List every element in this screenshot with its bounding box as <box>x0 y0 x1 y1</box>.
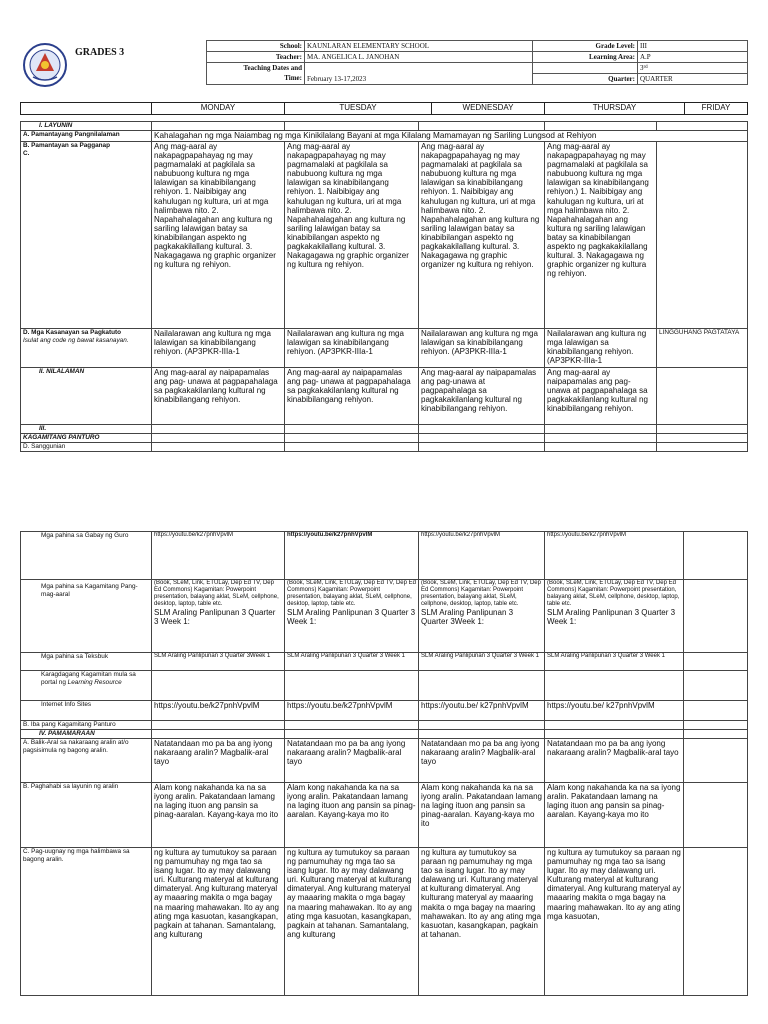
cell <box>285 443 419 452</box>
cell <box>152 671 285 701</box>
materials-list: (Book, SLeM, Link, ETULay, Dep Ed TV, Dep Ed Commons) Kagamitan: Powerpoint presentation, balayang aklat, SLeM, cellphone, desktop, laptop, table etc. <box>421 580 541 607</box>
iii-label: III. <box>21 425 152 434</box>
cell <box>545 434 657 443</box>
balik-aral-thursday: Natatandaan mo pa ba ang iyong nakaraang aralin? Magbalik-aral tayo <box>545 739 684 783</box>
cell <box>152 443 285 452</box>
dates-label-line1: Teaching Dates and <box>243 64 302 72</box>
cell <box>545 671 684 701</box>
nilalaman-thursday: Ang mag-aaral ay naipapamalas ang pag-unawa at pagpapahalaga sa pagkakakilanlang kultural ng kinabibilangang rehiyon. <box>545 368 657 425</box>
balik-aral-tuesday: Natatandaan mo pa ba ang iyong nakaraang aralin? Magbalik-aral tayo <box>285 739 419 783</box>
cell <box>285 721 419 730</box>
teksbuk-friday <box>684 653 748 671</box>
balik-aral-wednesday: Natatandaan mo pa ba ang iyong nakaraang aralin? Magbalik-aral tayo <box>419 739 545 783</box>
cell <box>152 730 285 739</box>
grades-title: GRADES 3 <box>75 47 125 58</box>
cell <box>419 443 545 452</box>
header-info-table <box>206 40 748 85</box>
blank-label <box>533 63 638 74</box>
pag-uugnay-label: C. Pag-uugnay ng mga halimbawa sa bagong aralin. <box>21 848 152 996</box>
pag-uugnay-friday <box>684 848 748 996</box>
learning-area-label: Learning Area: <box>533 52 638 63</box>
school-value: KAUNLARAN ELEMENTARY SCHOOL <box>305 41 533 52</box>
pagganap-friday <box>657 142 748 329</box>
c-label: C. <box>23 149 30 157</box>
pagganap-thursday: Ang mag-aaral ay nakapagpapahayag ng may pagmamalaki at pagkilala sa nabubuong kultura ng mga lalawigan sa kinabibilangang rehiyon.) 1. Naibibigay ang kahulugan ng kultura, uri at mga halimbawa nito. 2. Napahahalagahan ang kultura ng sariling lalawigan batay sa kinabibilangan aspekto ng pagkakakilallang kultural. 3. Nakagagawa ng graphic organizer ng kultura ng rehiyon. <box>545 142 657 329</box>
cell <box>285 730 419 739</box>
cell <box>545 730 684 739</box>
paghahabi-label: B. Paghahabi sa layunin ng aralin <box>21 783 152 848</box>
gabay-guro-tuesday: https://youtu.be/k27pnhVpvlM <box>285 532 419 580</box>
pag-uugnay-monday: ng kultura ay tumutukoy sa paraan ng pamumuhay ng mga tao sa isang lugar. Ito ay may dalawang uri. Kulturang materyal at kulturang dimateryal. Ang kulturang materyal ay maaaring makita o mga bagay na maaring mahawakan. Ito ay ang ating mga kasuotan, kasangkapan, pagkain at tahanan. Samantalang, ang kulturang <box>152 848 285 996</box>
kasanayan-thursday: Nailalarawan ang kultura ng mga lalawigan sa kinabibilangang rehiyon. (AP3PKR-IIIa-1 <box>545 329 657 368</box>
day-header-row <box>20 102 748 115</box>
karagdagang-kagamitan-text: Karagdagang Kagamitan mula sa portal ng <box>41 671 136 686</box>
cell <box>285 425 419 434</box>
paghahabi-wednesday: Alam kong nakahanda ka na sa iyong aralin. Pakatandaan lamang na laging ituon ang pansin sa pinag-aaralan. Kayang-kaya mo ito <box>419 783 545 848</box>
nilalaman-tuesday: Ang mag-aaral ay naipapamalas ang pag- unawa at pagpapahalaga sa pagkakakilanlang kultural ng kinabibilangang rehiyon. <box>285 368 419 425</box>
cell <box>657 122 748 131</box>
cell <box>657 443 748 452</box>
grade-level-value: III <box>638 41 748 52</box>
pang-mag-aaral-monday <box>152 580 285 653</box>
pamantayang-pangnilalaman-value: Kahalagahan ng mga Naiambag ng mga Kinikilalang Bayani at mga Kilalang Mamamayan ng Sariling Lungsod at Rehiyon <box>152 131 748 142</box>
pamantayang-pangnilalaman-label: A. Pamantayang Pangnilalaman <box>21 131 152 142</box>
pagganap-tuesday: Ang mag-aaral ay nakapagpapahayag ng may pagmamalaki at pagkilala sa nabubuong kultura ng mga lalawigan sa kinabibilangang rehiyon. 1. Naibibigay ang kahulugan ng kultura, uri at mga halimbawa nito. 2. Napahahalagahan ang kultura ng sariling lalawigan batay sa kinabibilangan aspekto ng pagkakakilallang kultural. 3. Nakagagawa ng graphic organizer ng kultura ng rehiyon. <box>285 142 419 329</box>
cell <box>657 425 748 434</box>
kasanayan-subtitle: Isulat ang code ng bawat kasanayan. <box>23 336 129 344</box>
pagganap-monday: Ang mag-aaral ay nakapagpapahayag ng may pagmamalaki at pagkilala sa nabubuong kultura ng mga lalawigan sa kinabibilangang rehiyon. 1. Naibibigay ang kahulugan ng kultura, uri at mga halimbawa nito. 2. Napahahalagahan ang kultura ng sariling lalawigan batay sa kinabibilangan aspekto ng pagkakakilallang kultural. 3. Nakagagawa ng graphic organizer ng kultura ng rehiyon. <box>152 142 285 329</box>
slm-title: SLM Araling Panlipunan 3 Quarter 3 Week 1: <box>287 608 416 627</box>
quarter-label: Quarter: <box>533 74 638 85</box>
nilalaman-label: II. NILALAMAN <box>21 368 152 425</box>
gabay-guro-label: Mga pahina sa Gabay ng Guro <box>21 532 152 580</box>
dll-header <box>20 40 747 90</box>
lesson-plan-table-top <box>20 121 748 452</box>
paghahabi-monday: Alam kong nakahanda ka na sa iyong aralin. Pakatandaan lamang na laging ituon ang pansin sa pinag-aaralan. Kayang-kaya mo ito <box>152 783 285 848</box>
cell <box>285 122 419 131</box>
teksbuk-tuesday: SLM Araling Panlipunan 3 Quarter 3 Week 1 <box>285 653 419 671</box>
materials-list: (Book, SLeM, Link, ETULay, Dep Ed TV, Dep Ed Commons) Kagamitan: Powerpoint presentation, balayang aklat, SLeM, cellphone, desktop, laptop, table etc. <box>547 580 680 607</box>
gabay-guro-wednesday: https://youtu.be/k27pnhVpvlM <box>419 532 545 580</box>
balik-aral-label: A. Balik-Aral sa nakaraang aralin at/o pagsisimula ng bagong aralin. <box>21 739 152 783</box>
internet-thursday: https://youtu.be/ k27pnhVpvlM <box>545 701 684 721</box>
layunin-heading: I. LAYUNIN <box>21 122 152 131</box>
gabay-guro-friday <box>684 532 748 580</box>
gabay-guro-thursday: https://youtu.be/k27pnhVpvlM <box>545 532 684 580</box>
learning-resource-text: Learning Resource <box>67 678 122 686</box>
grade-level-label: Grade Level: <box>533 41 638 52</box>
cell <box>657 434 748 443</box>
pagganap-wednesday: Ang mag-aaral ay nakapagpapahayag ng may pagmamalaki at pagkilala sa nabubuong kultura ng mga lalawigan sa kinabibilangang rehiyon. 1. Naibibigay ang kahulugan ng kultura, uri at mga halimbawa nito. 2. Napahahalagahan ang kultura ng sariling lalawigan batay sa kinabibilangan aspekto ng pagkakakilallang kultural. 3. Nakagagawa ng graphic organizer ng kultura ng rehiyon. <box>419 142 545 329</box>
pag-uugnay-thursday: ng kultura ay tumutukoy sa paraan ng pamumuhay ng mga tao sa isang lugar. Ito ay may dalawang uri. Kulturang materyal at kulturang dimateryal. Ang kulturang materyal ay maaaring makita o mga bagay na maaring mahawakan. Ito ay ang ating mga kasuotan, <box>545 848 684 996</box>
cell <box>152 122 285 131</box>
cell <box>152 425 285 434</box>
paghahabi-tuesday: Alam kong nakahanda ka na sa iyong aralin. Pakatandaan lamang na laging ituon ang pansin sa pinag-aaralan. Kayang-kaya mo ito <box>285 783 419 848</box>
balik-aral-friday <box>684 739 748 783</box>
kagamitang-panturo-label: KAGAMITANG PANTURO <box>21 434 152 443</box>
quarter-number-value: 3 <box>640 64 644 72</box>
paghahabi-thursday: Alam kong nakahanda ka na sa iyong aralin. Pakatandaan lamang na laging ituon ang pansin sa pinag-aaralan. Kayang-kaya mo ito <box>545 783 684 848</box>
teksbuk-label: Mga pahina sa Teksbuk <box>21 653 152 671</box>
internet-friday <box>684 701 748 721</box>
day-thursday: THURSDAY <box>545 103 685 115</box>
dates-value: February 13-17,2023 <box>305 63 533 85</box>
internet-wednesday: https://youtu.be/ k27pnhVpvlM <box>419 701 545 721</box>
kasanayan-monday: Nailalarawan ang kultura ng mga lalawigan sa kinabibilangang rehiyon. (AP3PKR-IIIa-1 <box>152 329 285 368</box>
teksbuk-wednesday: SLM Araling Panlipunan 3 Quarter 3 Week 1 <box>419 653 545 671</box>
kasanayan-title: D. Mga Kasanayan sa Pagkatuto <box>23 329 122 336</box>
cell <box>152 721 285 730</box>
day-monday: MONDAY <box>152 103 285 115</box>
teacher-label: Teacher: <box>207 52 305 63</box>
cell <box>419 671 545 701</box>
cell <box>684 721 748 730</box>
cell <box>419 122 545 131</box>
quarter-number-suffix: rd <box>643 65 648 70</box>
cell <box>419 425 545 434</box>
pang-mag-aaral-wednesday <box>419 580 545 653</box>
cell <box>545 425 657 434</box>
cell <box>419 721 545 730</box>
quarter-number <box>638 63 748 74</box>
cell <box>545 721 684 730</box>
slm-title: SLM Araling Panlipunan 3 Quarter 3 Week 1: <box>547 608 676 627</box>
pang-mag-aaral-friday <box>684 580 748 653</box>
iba-pang-kagamitan-label: B. Iba pang Kagamitang Panturo <box>21 721 152 730</box>
internet-info-sites-label: Internet Info Sites <box>21 701 152 721</box>
day-wednesday: WEDNESDAY <box>432 103 545 115</box>
cell <box>684 671 748 701</box>
internet-monday: https://youtu.be/k27pnhVpvlM <box>152 701 285 721</box>
cell <box>545 443 657 452</box>
cell <box>285 434 419 443</box>
karagdagang-kagamitan-label <box>21 671 152 701</box>
lesson-plan-table-bottom <box>20 531 748 996</box>
internet-tuesday: https://youtu.be/k27pnhVpvlM <box>285 701 419 721</box>
teksbuk-thursday: SLM Araling Panlipunan 3 Quarter 3 Week 1 <box>545 653 684 671</box>
quarter-value: QUARTER <box>638 74 748 85</box>
dates-label <box>207 63 305 85</box>
kasanayan-tuesday: Nailalarawan ang kultura ng mga lalawigan sa kinabibilangang rehiyon. (AP3PKR-IIIa-1 <box>285 329 419 368</box>
cell <box>285 671 419 701</box>
pag-uugnay-wednesday: ng kultura ay tumutukoy sa paraan ng pamumuhay ng mga tao sa isang lugar. Ito ay may dalawang uri. Kulturang materyal at kulturang dimateryal. Ang kulturang materyal ay maaaring makita o mga bagay na maaring mahawakan. Ito ay ang ating mga kasuotan, kasangkapan, pagkain at tahanan. <box>419 848 545 996</box>
day-tuesday: TUESDAY <box>285 103 432 115</box>
learning-area-value: A.P <box>638 52 748 63</box>
nilalaman-friday <box>657 368 748 425</box>
pamantayan-sa-pagganap-label <box>21 142 152 329</box>
cell <box>419 434 545 443</box>
cell <box>684 730 748 739</box>
paghahabi-friday <box>684 783 748 848</box>
deped-seal-icon <box>23 43 67 87</box>
kagamitang-pang-mag-aaral-label: Mga pahina sa Kagamitang Pang-mag-aaral <box>21 580 152 653</box>
cell <box>545 122 657 131</box>
cell <box>152 434 285 443</box>
school-label: School: <box>207 41 305 52</box>
slm-title: SLM Araling Panlipunan 3 Quarter 3Week 1: <box>421 608 514 627</box>
day-friday: FRIDAY <box>685 103 748 115</box>
kasanayan-wednesday: Nailalarawan ang kultura ng mga lalawigan sa kinabibilangang rehiyon. (AP3PKR-IIIa-1 <box>419 329 545 368</box>
balik-aral-monday: Natatandaan mo pa ba ang iyong nakaraang aralin? Magbalik-aral tayo <box>152 739 285 783</box>
kasanayan-friday: LINGGUHANG PAGTATAYA <box>657 329 748 368</box>
nilalaman-monday: Ang mag-aaral ay naipapamalas ang pag- unawa at pagpapahalaga sa pagkakakilanlang kultural ng kinabibilangang rehiyon. <box>152 368 285 425</box>
pang-mag-aaral-thursday <box>545 580 684 653</box>
materials-list: (Book, SLeM, Link, ETULay, Dep Ed TV, Dep Ed Commons) Kagamitan: Powerpoint presentation, balayang aklat, SLeM, cellphone, desktop, laptop, table etc. <box>154 580 279 607</box>
day-header-blank <box>21 103 152 115</box>
teacher-value: MA. ANGELICA L. JANOHAN <box>305 52 533 63</box>
pang-mag-aaral-tuesday <box>285 580 419 653</box>
cell <box>419 730 545 739</box>
teksbuk-monday: SLM Araling Panlipunan 3 Quarter 3Week 1 <box>152 653 285 671</box>
pamamaraan-heading: IV. PAMAMARAAN <box>21 730 152 739</box>
sanggunian-label: D. Sanggunian <box>21 443 152 452</box>
pag-uugnay-tuesday: ng kultura ay tumutukoy sa paraan ng pamumuhay ng mga tao sa isang lugar. Ito ay may dalawang uri. Kulturang materyal at kulturang dimateryal. Ang kulturang materyal ay maaaring makita o mga bagay na maaring mahawakan. Ito ay ang ating mga kasuotan, kasangkapan, pagkain at tahanan. Samantalang, ang kulturang <box>285 848 419 996</box>
b-label: B. Pamantayan sa Pagganap <box>23 142 111 149</box>
kasanayan-label <box>21 329 152 368</box>
gabay-guro-monday: https://youtu.be/k27pnhVpvlM <box>152 532 285 580</box>
nilalaman-wednesday: Ang mag-aaral ay naipapamalas ang pag-unawa at pagpapahalaga sa pagkakakilanlang kultural ng kinabibilangang rehiyon. <box>419 368 545 425</box>
slm-title: SLM Araling Panlipunan 3 Quarter 3 Week 1: <box>154 608 276 627</box>
materials-list: (Book, SLeM, Link, ETULay, Dep Ed TV, Dep Ed Commons) Kagamitan: Powerpoint presentation, balayang aklat, SLeM, cellphone, desktop, laptop, table etc. <box>287 580 416 607</box>
dates-label-line2: Time: <box>284 74 302 82</box>
